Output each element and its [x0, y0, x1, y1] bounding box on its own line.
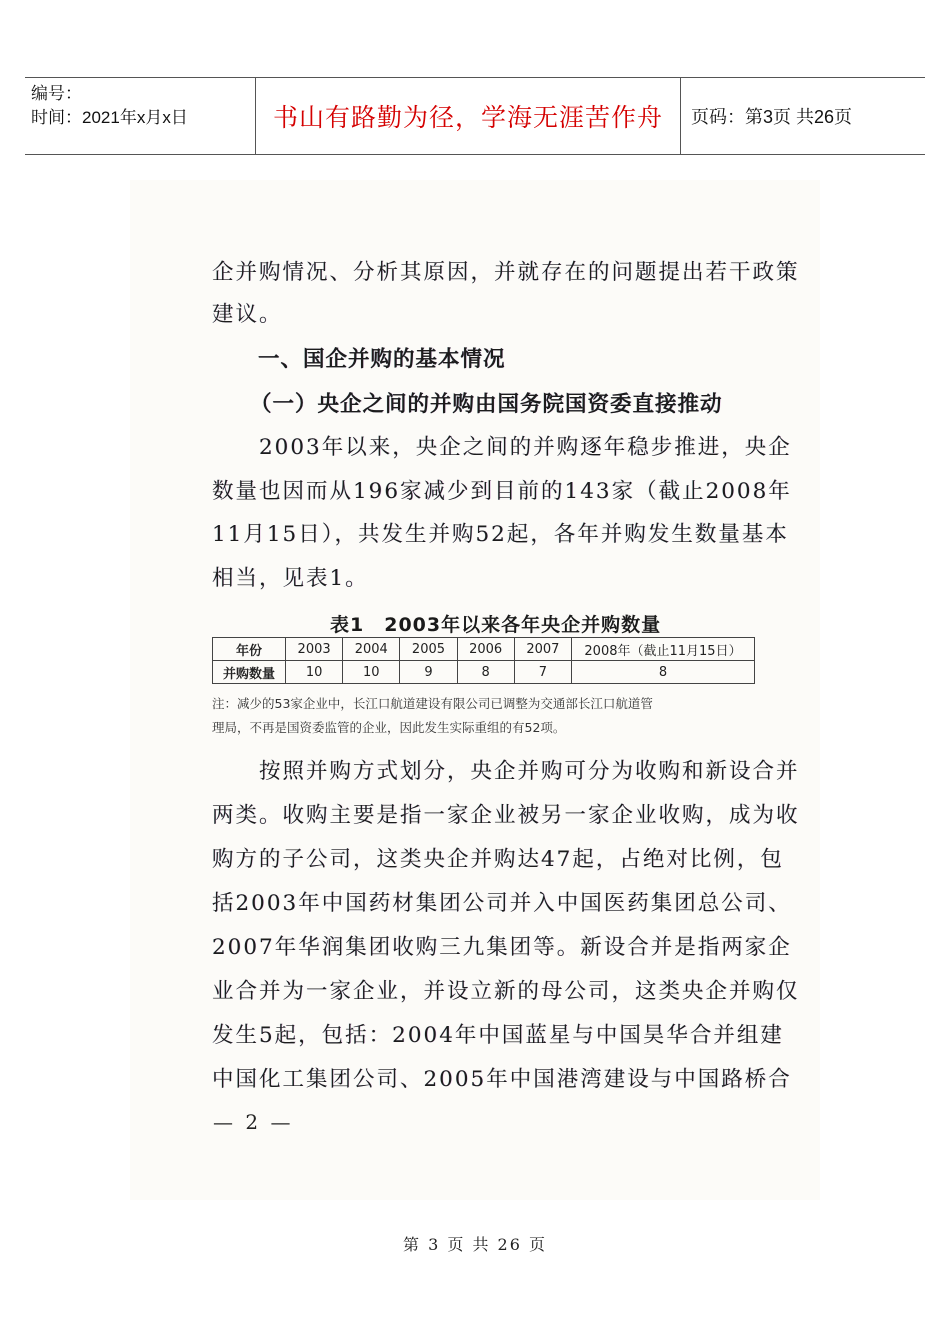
document-header — [25, 77, 925, 155]
scan-page-number: — 2 — — [213, 1110, 294, 1134]
body-line: 业合并为一家企业，并设立新的母公司，这类央企并购仅 — [212, 979, 800, 1004]
body-line: 两类。收购主要是指一家企业被另一家企业收购，成为收 — [212, 803, 800, 828]
table-note: 注：减少的53家企业中，长江口航道建设有限公司已调整为交通部长江口航道管 — [212, 696, 653, 711]
body-line: 企并购情况、分析其原因，并就存在的问题提出若干政策 — [212, 260, 800, 285]
header-motto-cell — [255, 78, 681, 154]
body-line: 发生5起，包括：2004年中国蓝星与中国昊华合并组建 — [212, 1023, 784, 1048]
table-cell: 2006 — [457, 638, 514, 661]
subsection-heading: （一）央企之间的并购由国务院国资委直接推动 — [250, 392, 723, 417]
number-label: 编号： — [31, 84, 82, 103]
body-line: 11月15日），共发生并购52起，各年并购发生数量基本 — [212, 522, 789, 547]
body-line: 中国化工集团公司、2005年中国港湾建设与中国路桥合 — [212, 1067, 792, 1092]
table-cell: 并购数量 — [213, 661, 286, 684]
table-header-row — [213, 638, 755, 661]
table-data-row — [213, 661, 755, 684]
table-cell: 2005 — [400, 638, 457, 661]
page-info-text: 页码：第3页 共26页 — [691, 107, 853, 127]
body-line: 数量也因而从196家减少到目前的143家（截止2008年 — [212, 479, 792, 504]
table-cell: 2008年（截止11月15日） — [572, 638, 755, 661]
section-heading: 一、国企并购的基本情况 — [258, 347, 506, 372]
table-cell: 8 — [457, 661, 514, 684]
table-cell: 2004 — [343, 638, 400, 661]
body-line: 购方的子公司，这类央企并购达47起，占绝对比例，包 — [212, 847, 784, 872]
merger-count-table — [212, 637, 755, 684]
table-cell: 2003 — [286, 638, 343, 661]
body-line: 2007年华润集团收购三九集团等。新设合并是指两家企 — [212, 935, 792, 960]
table-cell: 年份 — [213, 638, 286, 661]
page-footer: 第 3 页 共 26 页 — [403, 1235, 547, 1254]
table-cell: 10 — [286, 661, 343, 684]
table-cell: 8 — [572, 661, 755, 684]
table-cell: 10 — [343, 661, 400, 684]
body-line: 建议。 — [212, 302, 283, 327]
table-note: 理局，不再是国资委监管的企业，因此发生实际重组的有52项。 — [212, 720, 566, 735]
body-line: 按照并购方式划分，央企并购可分为收购和新设合并 — [212, 759, 800, 784]
header-page-info — [681, 78, 925, 154]
body-line: 相当，见表1。 — [212, 566, 369, 591]
motto-text: 书山有路勤为径，学海无涯苦作舟 — [272, 103, 663, 132]
body-line: 括2003年中国药材集团公司并入中国医药集团总公司、 — [212, 891, 792, 916]
table-cell: 7 — [514, 661, 571, 684]
table-title: 表1 2003年以来各年央企并购数量 — [330, 614, 662, 636]
body-line: 2003年以来，央企之间的并购逐年稳步推进，央企 — [212, 435, 792, 460]
table-cell: 9 — [400, 661, 457, 684]
table-cell: 2007 — [514, 638, 571, 661]
header-meta — [25, 78, 255, 154]
time-label: 时间：2021年x月x日 — [31, 108, 188, 127]
